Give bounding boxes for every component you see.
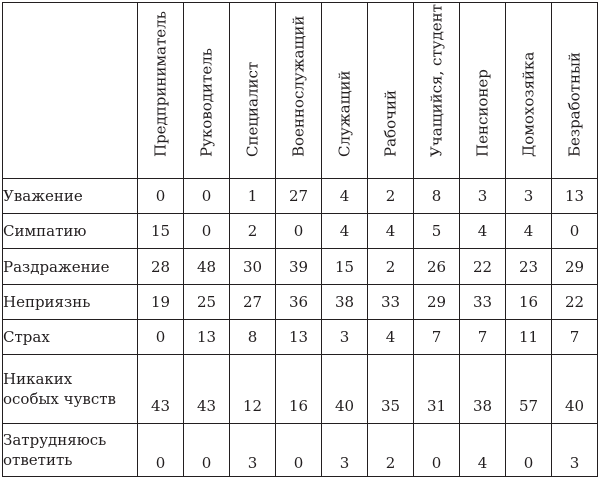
value-cell: 25	[184, 285, 230, 320]
value-cell: 4	[460, 214, 506, 249]
value-cell: 3	[322, 320, 368, 355]
value-cell: 28	[138, 249, 184, 285]
row-label-line: Раздражение	[3, 257, 110, 276]
corner-cell	[3, 3, 138, 179]
value-cell: 4	[460, 424, 506, 477]
column-header-text: Руководитель	[197, 48, 215, 157]
column-header	[184, 3, 230, 179]
row-label	[3, 320, 138, 355]
value-cell: 0	[276, 424, 322, 477]
value-cell: 4	[322, 214, 368, 249]
value-cell: 40	[322, 355, 368, 424]
value-cell: 2	[230, 214, 276, 249]
value-cell: 4	[506, 214, 552, 249]
column-header-text: Рабочий	[381, 89, 399, 157]
table-row	[3, 249, 598, 285]
row-label	[3, 424, 138, 477]
column-header	[322, 3, 368, 179]
column-header-text: Предприниматель	[151, 11, 169, 157]
value-cell: 5	[414, 214, 460, 249]
row-label-line: Никаких	[3, 370, 73, 388]
row-label	[3, 285, 138, 320]
value-cell: 36	[276, 285, 322, 320]
column-header	[414, 3, 460, 179]
column-header-text: Служащий	[335, 70, 353, 157]
data-table	[2, 2, 598, 477]
column-header-text: Домохозяйка	[519, 51, 537, 157]
table-body	[3, 179, 598, 477]
value-cell: 0	[184, 214, 230, 249]
table-row	[3, 320, 598, 355]
header-row	[3, 3, 598, 179]
value-cell: 15	[322, 249, 368, 285]
row-label	[3, 179, 138, 214]
row-label-line: Симпатию	[3, 222, 87, 240]
value-cell: 7	[414, 320, 460, 355]
value-cell: 0	[414, 424, 460, 477]
value-cell: 29	[414, 285, 460, 320]
value-cell: 39	[276, 249, 322, 285]
row-label-line: Неприязнь	[3, 293, 91, 311]
value-cell: 22	[460, 249, 506, 285]
value-cell: 29	[552, 249, 598, 285]
value-cell: 30	[230, 249, 276, 285]
table-row	[3, 355, 598, 424]
value-cell: 0	[506, 424, 552, 477]
column-header	[230, 3, 276, 179]
value-cell: 2	[368, 249, 414, 285]
value-cell: 8	[230, 320, 276, 355]
column-header-text: Безработный	[565, 52, 583, 157]
value-cell: 13	[276, 320, 322, 355]
row-label-line: ответить	[3, 451, 73, 469]
value-cell: 38	[322, 285, 368, 320]
column-header	[460, 3, 506, 179]
value-cell: 19	[138, 285, 184, 320]
value-cell: 48	[184, 249, 230, 285]
value-cell: 0	[552, 214, 598, 249]
value-cell: 4	[368, 214, 414, 249]
value-cell: 13	[552, 179, 598, 214]
value-cell: 0	[184, 179, 230, 214]
table-row	[3, 179, 598, 214]
value-cell: 0	[138, 179, 184, 214]
column-header-text: Специалист	[243, 61, 261, 157]
value-cell: 4	[368, 320, 414, 355]
value-cell: 7	[460, 320, 506, 355]
value-cell: 2	[368, 424, 414, 477]
value-cell: 27	[230, 285, 276, 320]
value-cell: 3	[552, 424, 598, 477]
value-cell: 16	[506, 285, 552, 320]
value-cell: 43	[184, 355, 230, 424]
row-label-line: особых чувств	[3, 390, 116, 408]
value-cell: 3	[230, 424, 276, 477]
row-label-line: Страх	[3, 328, 50, 346]
value-cell: 31	[414, 355, 460, 424]
value-cell: 26	[414, 249, 460, 285]
value-cell: 0	[138, 320, 184, 355]
column-header	[276, 3, 322, 179]
column-header-text: Военнослужащий	[289, 15, 307, 157]
value-cell: 35	[368, 355, 414, 424]
value-cell: 40	[552, 355, 598, 424]
value-cell: 38	[460, 355, 506, 424]
column-header-text: Пенсионер	[473, 69, 491, 157]
row-label	[3, 249, 138, 285]
table-row	[3, 285, 598, 320]
value-cell: 12	[230, 355, 276, 424]
value-cell: 33	[460, 285, 506, 320]
value-cell: 1	[230, 179, 276, 214]
value-cell: 16	[276, 355, 322, 424]
value-cell: 27	[276, 179, 322, 214]
value-cell: 0	[138, 424, 184, 477]
column-header	[368, 3, 414, 179]
value-cell: 57	[506, 355, 552, 424]
value-cell: 15	[138, 214, 184, 249]
value-cell: 2	[368, 179, 414, 214]
value-cell: 8	[414, 179, 460, 214]
row-label-line: Уважение	[3, 187, 83, 205]
value-cell: 0	[276, 214, 322, 249]
value-cell: 33	[368, 285, 414, 320]
value-cell: 43	[138, 355, 184, 424]
value-cell: 4	[322, 179, 368, 214]
table-row	[3, 214, 598, 249]
column-header	[552, 3, 598, 179]
value-cell: 3	[460, 179, 506, 214]
value-cell: 11	[506, 320, 552, 355]
value-cell: 3	[506, 179, 552, 214]
row-label-line: Затрудняюсь	[3, 431, 107, 449]
column-header-text: Учащийся, студент	[427, 4, 445, 157]
value-cell: 13	[184, 320, 230, 355]
value-cell: 0	[184, 424, 230, 477]
table-row	[3, 424, 598, 477]
column-header	[506, 3, 552, 179]
column-header	[138, 3, 184, 179]
value-cell: 23	[506, 249, 552, 285]
value-cell: 7	[552, 320, 598, 355]
value-cell: 22	[552, 285, 598, 320]
value-cell: 3	[322, 424, 368, 477]
row-label	[3, 355, 138, 424]
row-label	[3, 214, 138, 249]
